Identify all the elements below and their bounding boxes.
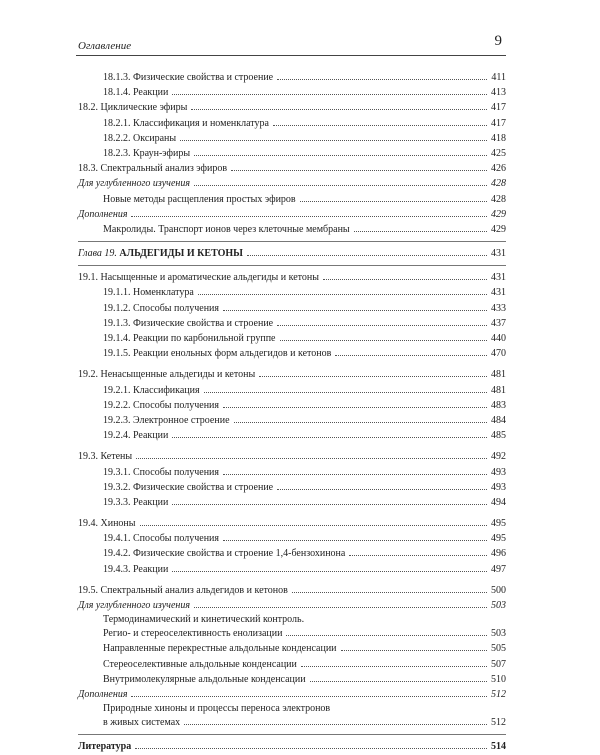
dot-leader [135,748,487,749]
section-divider [78,265,506,266]
toc-entry-text: Регио- и стереоселективность енолизации [78,626,284,641]
toc-entry[interactable] [78,495,506,510]
toc-entry-page: 500 [491,584,506,596]
toc-entry-text: 19.3.2. Физические свойства и строение [78,480,275,495]
toc-entry[interactable] [78,222,506,237]
toc-entry[interactable] [78,383,506,398]
toc-entry[interactable] [78,367,506,382]
dot-leader [204,392,487,393]
dot-leader [354,231,487,232]
dot-leader [223,540,487,541]
dot-leader [280,340,488,341]
toc-entry[interactable] [78,192,506,207]
toc-entry[interactable] [78,270,506,285]
toc-entry-text: 19.4.2. Физические свойства и строение 1,4-бензохинона [78,546,347,561]
dot-leader [300,201,487,202]
toc-entry-text: 18.1.3. Физические свойства и строение [78,70,275,85]
toc-entry-page: 431 [491,248,506,260]
toc-entry-text: Дополнения [78,207,129,222]
chapter-title: АЛЬДЕГИДЫ И КЕТОНЫ [119,248,243,260]
toc-entry[interactable] [78,428,506,443]
toc-entry-page: 417 [491,102,506,114]
toc-entry-text: Для углубленного изучения [78,176,192,191]
toc-entry-text: 19.1.1. Номенклатура [78,285,196,300]
toc-entry-text: 19.4.1. Способы получения [78,531,221,546]
toc-entry-page: 417 [491,117,506,129]
toc-entry-text: 19.5. Спектральный анализ альдегидов и кетонов [78,583,290,598]
toc-entry[interactable] [78,176,506,191]
toc-entry-page: 481 [491,384,506,396]
toc-entry-text: 18.1.4. Реакции [78,85,170,100]
toc-entry-page: 496 [491,548,506,560]
toc-entry-text: Внутримолекулярные альдольные конденсации [78,672,308,687]
header-title: Оглавление [78,40,132,52]
toc-entry-text: 19.2.3. Электронное строение [78,413,232,428]
dot-leader [277,79,487,80]
toc-entry-text: 19.3. Кетены [78,449,134,464]
toc-entry-text: 19.2.2. Способы получения [78,398,221,413]
toc-entry-multiline[interactable] [78,613,506,641]
toc-entry-text: Стереоселективные альдольные конденсации [78,657,299,672]
dot-leader [223,407,487,408]
toc-entry [78,715,506,730]
dot-leader [231,170,487,171]
toc-entry-page: 425 [491,147,506,159]
toc-entry-text: 19.1.5. Реакции енольных форм альдегидов и кетонов [78,346,333,361]
dot-leader [259,376,487,377]
toc-entry-text: Для углубленного изучения [78,598,192,613]
toc-entry-page: 433 [491,302,506,314]
toc-entry-page: 484 [491,414,506,426]
toc-entry-text: 18.3. Спектральный анализ эфиров [78,161,229,176]
toc-entry-page: 497 [491,563,506,575]
toc-entry-text-line1: Природные хиноны и процессы переноса электронов [103,703,331,715]
toc-entry-text-line1: Термодинамический и кинетический контроль. [103,614,305,626]
dot-leader [349,555,487,556]
toc-entry-page: 428 [491,178,506,190]
toc-entry-page: 494 [491,496,506,508]
dot-leader [341,650,487,651]
toc-entry-page: 470 [491,348,506,360]
toc-entry[interactable] [78,739,506,754]
toc-entry-text: Макролиды. Транспорт ионов через клеточные мембраны [78,222,352,237]
toc-entry-text: 19.3.1. Способы получения [78,465,221,480]
toc-entry [78,626,506,641]
dot-leader [172,504,487,505]
toc-entry-page: 495 [491,533,506,545]
toc-entry[interactable] [78,131,506,146]
toc-entry[interactable] [78,161,506,176]
dot-leader [335,355,487,356]
toc-entry-text: 19.1. Насыщенные и ароматические альдегиды и кетоны [78,270,321,285]
toc-entry-page: 411 [491,72,506,83]
toc-entry-page: 507 [491,658,506,670]
toc-entry[interactable] [78,516,506,531]
toc-entry-page: 510 [491,673,506,685]
toc-entry[interactable] [78,598,506,613]
dot-leader [131,696,487,697]
dot-leader [184,724,487,725]
toc-entry-page: 485 [491,430,506,442]
toc-entry[interactable] [78,346,506,361]
toc-entry-page: 493 [491,466,506,478]
dot-leader [172,437,487,438]
running-header [76,33,506,56]
dot-leader [223,310,487,311]
toc-entry-text: Литература [78,739,133,754]
toc-entry[interactable] [78,301,506,316]
toc-entry[interactable] [78,465,506,480]
toc-entry-page: 514 [491,741,506,753]
toc-entry-page: 503 [491,628,506,640]
chapter-prefix: Глава 19. [78,248,117,260]
toc-entry[interactable] [78,116,506,131]
toc-entry[interactable] [78,672,506,687]
toc-entry[interactable] [78,562,506,577]
toc-entry-page: 426 [491,163,506,175]
toc-entry[interactable] [78,657,506,672]
dot-leader [286,635,487,636]
toc-entry[interactable] [78,146,506,161]
dot-leader [194,607,487,608]
section-divider [78,734,506,735]
dot-leader [198,294,487,295]
dot-leader [194,155,487,156]
toc-entry[interactable] [78,687,506,702]
toc-chapter[interactable] [78,246,506,261]
dot-leader [223,474,487,475]
toc-entry[interactable] [78,641,506,656]
dot-leader [131,216,487,217]
toc-entry-text: в живых системах [78,715,182,730]
dot-leader [172,94,487,95]
toc-entry-text: 19.1.4. Реакции по карбонильной группе [78,331,278,346]
table-of-contents [78,70,506,755]
dot-leader [180,140,487,141]
toc-entry-text: 18.2.3. Краун-эфиры [78,146,192,161]
toc-entry[interactable] [78,100,506,115]
dot-leader [172,571,487,572]
toc-entry-text: Дополнения [78,687,129,702]
toc-entry-page: 437 [491,317,506,329]
toc-entry-text: 19.4. Хиноны [78,516,138,531]
dot-leader [323,279,487,280]
toc-entry-text: Направленные перекрестные альдольные конденсации [78,641,339,656]
toc-entry[interactable] [78,331,506,346]
toc-entry-text: 18.2. Циклические эфиры [78,100,189,115]
toc-entry[interactable] [78,85,506,100]
toc-entry-page: 431 [491,272,506,284]
toc-entry[interactable] [78,583,506,598]
toc-entry-page: 493 [491,481,506,493]
toc-entry-page: 503 [491,600,506,611]
toc-entry-text: 19.4.3. Реакции [78,562,170,577]
toc-entry-page: 418 [491,132,506,144]
dot-leader [234,422,487,423]
toc-entry-text: 19.2.4. Реакции [78,428,170,443]
toc-entry[interactable] [78,531,506,546]
toc-entry-text: 19.2.1. Классификация [78,383,202,398]
dot-leader [310,681,487,682]
toc-entry-text: 19.1.3. Физические свойства и строение [78,316,275,331]
toc-entry[interactable] [78,285,506,300]
toc-entry-text: 19.1.2. Способы получения [78,301,221,316]
toc-entry-page: 429 [491,208,506,220]
toc-entry-text: 19.3.3. Реакции [78,495,170,510]
dot-leader [191,109,487,110]
toc-entry[interactable] [78,413,506,428]
dot-leader [301,666,487,667]
toc-entry[interactable] [78,480,506,495]
toc-entry-page: 413 [491,87,506,99]
toc-entry[interactable] [78,398,506,413]
dot-leader [136,458,487,459]
toc-entry-page: 483 [491,399,506,411]
toc-entry-text: 18.2.1. Классификация и номенклатура [78,116,271,131]
toc-entry-page: 512 [491,717,506,729]
toc-entry-page: 481 [491,369,506,381]
toc-entry-text: Новые методы расщепления простых эфиров [78,192,298,207]
toc-entry[interactable] [78,70,506,85]
toc-entry[interactable] [78,546,506,561]
chapter-heading [78,246,245,261]
toc-entry-page: 495 [491,518,506,530]
toc-entry-page: 512 [491,688,506,700]
toc-entry[interactable] [78,449,506,464]
toc-entry[interactable] [78,316,506,331]
dot-leader [277,489,487,490]
toc-entry-page: 429 [491,223,506,235]
dot-leader [273,125,487,126]
toc-entry[interactable] [78,207,506,222]
toc-entry-page: 505 [491,643,506,655]
page-number: 9 [494,33,502,49]
dot-leader [247,255,487,256]
toc-entry-page: 428 [491,193,506,205]
dot-leader [277,325,487,326]
toc-entry-page: 431 [491,287,506,299]
toc-entry-page: 440 [491,333,506,344]
toc-entry-multiline[interactable] [78,702,506,730]
toc-entry-text: 18.2.2. Оксираны [78,131,178,146]
toc-entry-page: 492 [491,451,506,463]
dot-leader [194,185,487,186]
dot-leader [140,525,488,526]
dot-leader [292,592,487,593]
section-divider [78,241,506,242]
toc-entry-text: 19.2. Ненасыщенные альдегиды и кетоны [78,367,257,382]
